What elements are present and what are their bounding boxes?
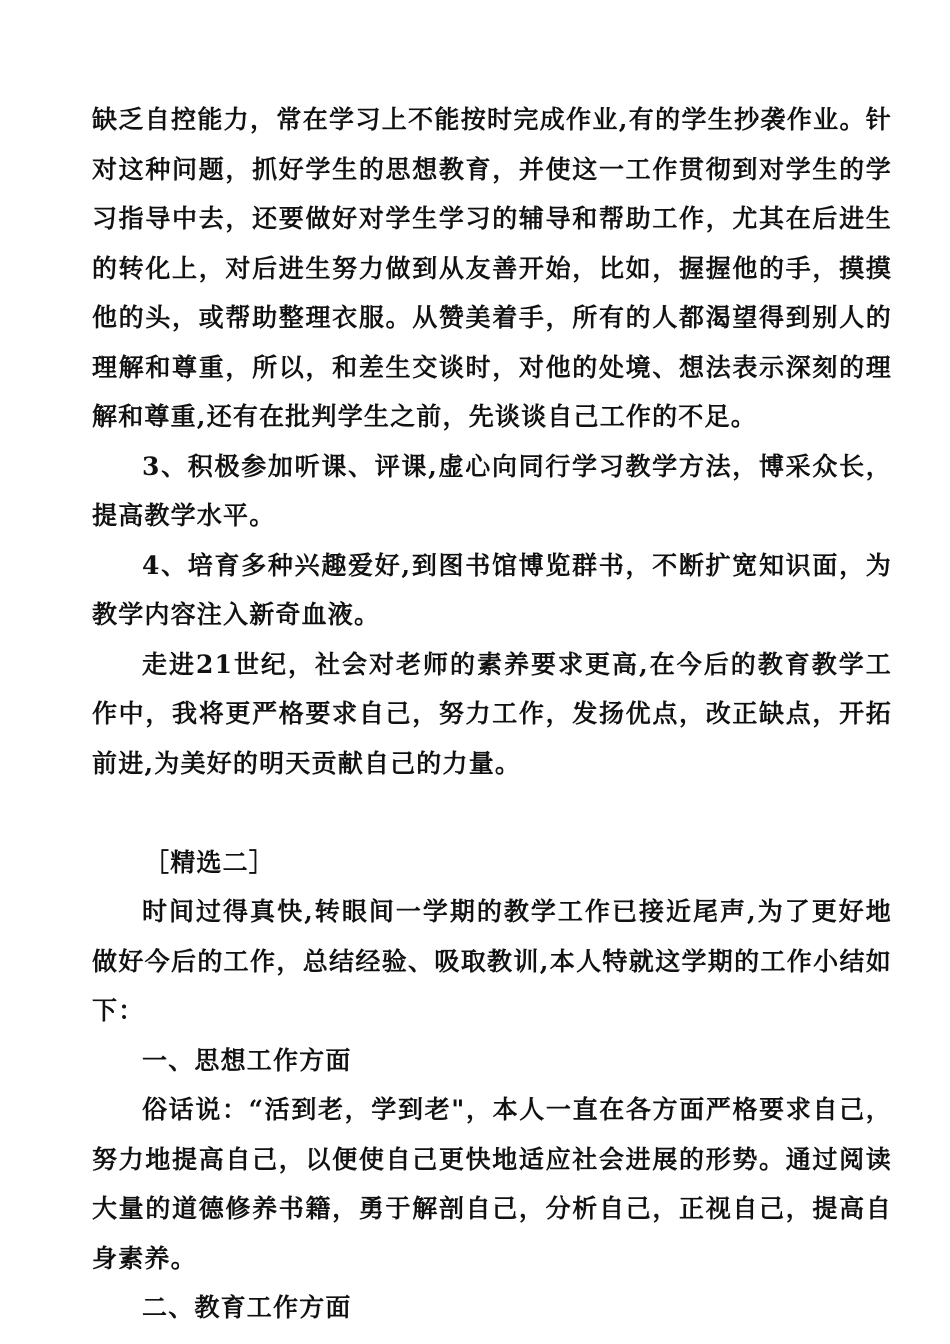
paragraph-thought-work: 俗话说：“活到老，学到老"，本人一直在各方面严格要求自己，努力地提高自己，以便使自己更快地适应社会进展的形势。通过阅读大量的道德修养书籍，勇于解剖自己，分析自己，正视自己，提高自身素养。 [92,1095,892,1273]
heading-education-work: 二、教育工作方面 [142,1293,352,1322]
section-tag: ［精选二］ [144,847,276,877]
section-spacer [92,788,892,838]
document-body [92,95,892,1333]
heading-thought-work: 一、思想工作方面 [142,1045,352,1075]
paragraph-continued: 缺乏自控能力，常在学习上不能按时完成作业,有的学生抄袭作业。针对这种问题，抓好学生的思想教育，并使这一工作贯彻到对学生的学习指导中去，还要做好对学生学习的辅导和帮助工作，尤其在后进生的转化上，对后进生努力做到从友善开始，比如，握握他的手，摸摸他的头，或帮助整理衣服。从赞美着手，所有的人都渴望得到别人的理解和尊重，所以，和差生交谈时，对他的处境、想法表示深刻的理解和尊重,还有在批判学生之前，先谈谈自己工作的不足。 [92,105,892,431]
paragraph-item-3: 3、积极参加听课、评课,虚心向同行学习教学方法，博采众长，提高教学水平。 [92,451,892,530]
paragraph-item-4: 4、培育多种兴趣爱好,到图书馆博览群书，不断扩宽知识面，为教学内容注入新奇血液。 [92,550,892,629]
paragraph-intro: 时间过得真快,转眼间一学期的教学工作已接近尾声,为了更好地做好今后的工作，总结经验、吸取教训,本人特就这学期的工作小结如下： [92,897,893,1025]
paragraph-conclusion: 走进21世纪，社会对老师的素养要求更高,在今后的教育教学工作中，我将更严格要求自己，努力工作，发扬优点，改正缺点，开拓前进,为美好的明天贡献自己的力量。 [92,649,892,778]
